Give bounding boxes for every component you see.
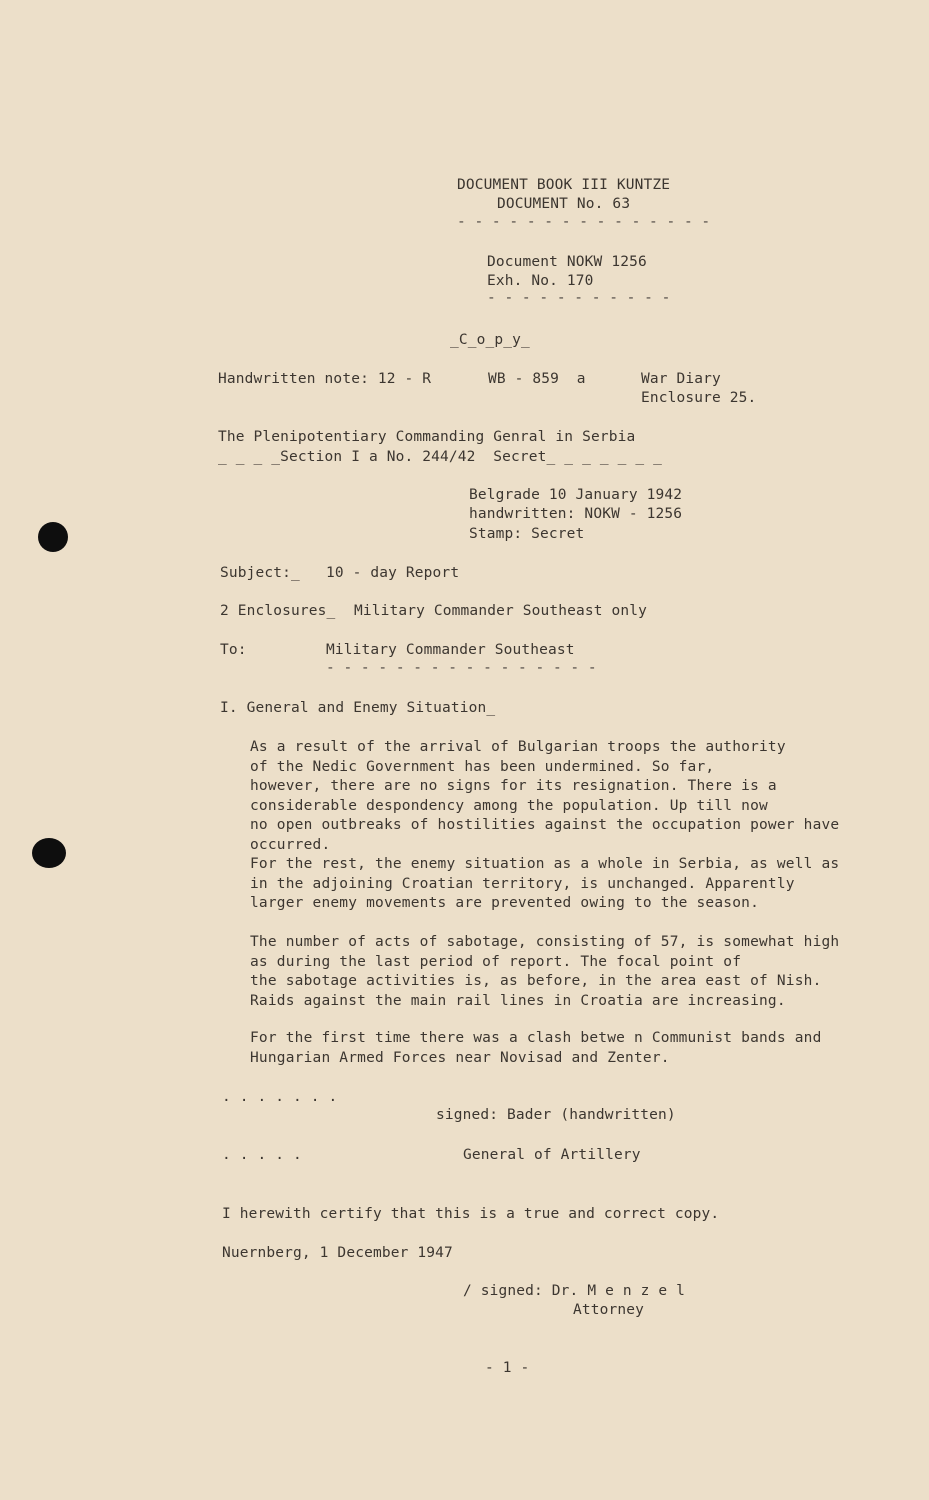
signed-bader: signed: Bader (handwritten)	[436, 1107, 676, 1123]
certification-signed: / signed: Dr. M e n z e l	[463, 1283, 685, 1299]
sender-title: The Plenipotentiary Commanding Genral in Serbia	[218, 429, 636, 445]
enclosure-label: Enclosure 25.	[641, 390, 757, 406]
signatory-rank: General of Artillery	[463, 1147, 641, 1163]
subject-value: 10 - day Report	[326, 565, 460, 581]
document-number: DOCUMENT No. 63	[497, 196, 631, 212]
certification-place-date: Nuernberg, 1 December 1947	[222, 1245, 453, 1261]
to-divider: - - - - - - - - - - - - - - - -	[326, 660, 597, 676]
war-diary-label: War Diary	[641, 371, 721, 387]
header-divider-2: - - - - - - - - - - -	[487, 290, 671, 306]
certification-title: Attorney	[573, 1302, 645, 1318]
to-label: To:	[220, 642, 247, 658]
wb-number: WB - 859 a	[488, 371, 586, 387]
handwritten-note: Handwritten note: 12 - R	[218, 371, 432, 387]
enclosures-label: 2 Enclosures_	[220, 603, 336, 619]
omission-dots-1: . . . . . . .	[222, 1089, 338, 1105]
place-date: Belgrade 10 January 1942	[469, 487, 683, 503]
exhibit-number: Exh. No. 170	[487, 273, 594, 289]
punch-hole-top	[38, 522, 68, 552]
paragraph-situation: As a result of the arrival of Bulgarian troops the authority of the Nedic Government has been undermined. So far, however, there are no signs for its resignation. There is a considerable despondency among the population. Up till now no open outbreaks of hostilities against the occupation power have occurred. For the rest, the enemy situation as a whole in Serbia, as well as in the adjoining Croatian territory, is unchanged. Apparently larger enemy movements are prevented owing to the season.	[250, 739, 840, 911]
document-book-title: DOCUMENT BOOK III KUNTZE	[457, 177, 671, 193]
punch-hole-bottom	[32, 838, 66, 868]
header-divider-1: - - - - - - - - - - - - - - -	[457, 214, 711, 230]
copy-label: _C_o_p_y_	[450, 332, 530, 348]
subject-label: Subject:_	[220, 565, 300, 581]
sender-section: _ _ _ _Section I a No. 244/42 Secret_ _ _ _ _ _ _	[218, 449, 662, 465]
document-reference: Document NOKW 1256	[487, 254, 647, 270]
stamp-secret: Stamp: Secret	[469, 526, 585, 542]
to-value: Military Commander Southeast	[326, 642, 575, 658]
paragraph-clash: For the first time there was a clash betwe n Communist bands and Hungarian Armed Forces near Novisad and Zenter.	[250, 1030, 822, 1066]
paragraph-sabotage: The number of acts of sabotage, consisting of 57, is somewhat high as during the last period of report. The focal point of the sabotage activities is, as before, in the area east of Nish. Raids against the main rail lines in Croatia are increasing.	[250, 934, 840, 1009]
omission-dots-2: . . . . .	[222, 1147, 302, 1163]
section-heading: I. General and Enemy Situation_	[220, 700, 496, 716]
enclosures-value: Military Commander Southeast only	[354, 603, 648, 619]
page-number: - 1 -	[485, 1360, 530, 1376]
handwritten-nokw: handwritten: NOKW - 1256	[469, 506, 683, 522]
certification-text: I herewith certify that this is a true and correct copy.	[222, 1206, 720, 1222]
